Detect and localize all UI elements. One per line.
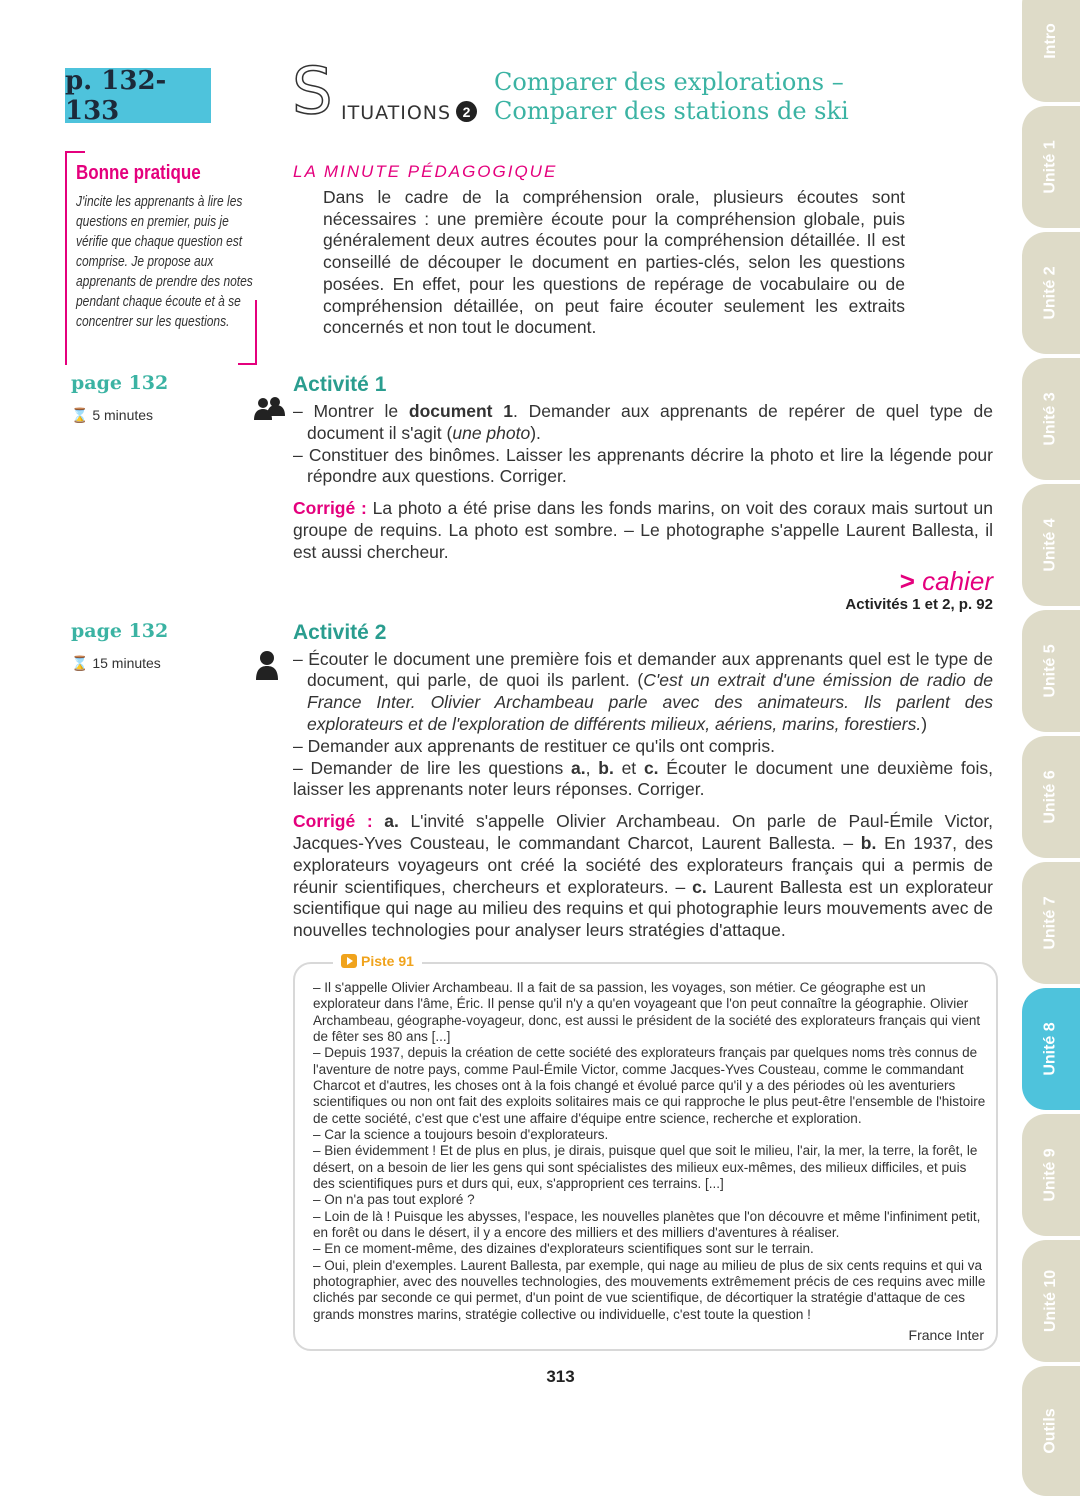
- tab-unite-5[interactable]: Unité 5: [1022, 610, 1080, 732]
- tab-unite-3[interactable]: Unité 3: [1022, 358, 1080, 480]
- cahier-link[interactable]: > cahier: [899, 565, 993, 596]
- transcript-text: [313, 980, 990, 1323]
- transcript-line: – Loin de là ! Puisque les abysses, l'espace, les nouvelles planètes que l'on découvre et même l'infiniment petit, en forêt ou dans le désert, il y a encore des milliers et des milliers d'aventures à réaliser.: [313, 1208, 981, 1241]
- tab-unite-9[interactable]: Unité 9: [1022, 1114, 1080, 1236]
- transcript-line: – En ce moment-même, des dizaines d'explorateurs scientifiques sont sur le terrain.: [313, 1241, 814, 1257]
- page-range-badge: p. 132-133: [65, 68, 211, 123]
- activity2-corrige: Corrigé : a. L'invité s'appelle Olivier Archambeau. On parle de Paul-Émile Victor, Jacques-Yves Cousteau, le commandant Charcot, Laurent Ballesta. – b. En 1937, des explorateurs voyageurs ont créé la société des explorateurs français qui a permis de réunir scientifiques, chercheurs et explorateurs. – c. Laurent Ballesta est un explorateur scientifique qui nage au milieu des requins et qui photographie leurs mouvements avec de nouvelles technologies pour analyser leurs stratégies d'attaque.: [293, 811, 994, 941]
- tab-unite-1[interactable]: Unité 1: [1022, 106, 1080, 228]
- transcript-line: – Oui, plein d'exemples. Laurent Ballesta, par exemple, qui nage au milieu de plus de six cents requins et qui va photographier, avec des nouvelles technologies, des mouvements extrêmement précis de ces requins avec mille clichés par seconde ce qui permet, d'un point de vue scientifique, de décortiquer la stratégie d'attaque de ces grands monstres marins, stratégie collective ou individuelle, c'est toute la question !: [313, 1257, 986, 1322]
- audio-track-label[interactable]: Piste 91: [333, 953, 422, 969]
- title-line: Comparer des stations de ski: [494, 97, 849, 125]
- chevron-right-icon: >: [899, 565, 915, 596]
- minute-text: Dans le cadre de la compréhension orale, plusieurs écoutes sont nécessaires : une première écoute pour la compréhension globale, puis généralement deux autres écoutes pour la compréhension détaillée. Il est conseillé de découper le document en parties-clés, selon les questions posées. En effet, pour les questions de repérage de vocabulaire ou de compréhension détaillée, on peut faire écouter seulement les extraits concernés et non tout le document.: [323, 187, 905, 338]
- transcript-line: – On n'a pas tout exploré ?: [313, 1192, 475, 1208]
- section-title: [494, 68, 849, 126]
- instruction-item: – Montrer le document 1. Demander aux apprenants de repérer de quel type de document il s'agit (une photo).: [293, 401, 993, 443]
- tab-unite-6[interactable]: Unité 6: [1022, 736, 1080, 858]
- pair-users-icon: [253, 396, 285, 422]
- instruction-item: – Constituer des binômes. Laisser les apprenants décrire la photo et lire la légende pour répondre aux questions. Corriger.: [293, 444, 993, 487]
- activity1-page: page 132: [71, 372, 169, 394]
- situation-number: 2: [456, 101, 477, 122]
- tab-unite-8[interactable]: Unité 8: [1022, 988, 1080, 1110]
- situations-label: ITUATIONS: [341, 102, 452, 124]
- minute-title: LA MINUTE PÉDAGOGIQUE: [293, 162, 558, 181]
- activity1-instructions: [293, 401, 993, 564]
- tab-intro[interactable]: Intro: [1022, 0, 1080, 102]
- time-label: 15 minutes: [92, 654, 161, 671]
- instruction-item: – Demander aux apprenants de restituer ce qu'ils ont compris.: [293, 735, 775, 756]
- activity2-page: page 132: [71, 619, 169, 642]
- transcript-line: – Depuis 1937, depuis la création de cette société des explorateurs français par quelques noms très connus de l'aventure de notre pays, comme Paul-Émile Victor, comme Jacques-Yves Cousteau, comme le commandant Charcot et d'autres, les choses ont à la fois changé et évolué parce qu'il y a des périodes où les aventuriers scientifiques ou non ont fait des exploits solitaires mais ce qui rapproche le plus peut-être l'ensemble de l'histoire de cette société, c'est que c'est une affaire d'équipe entre science, recherche et exploration.: [313, 1045, 986, 1126]
- time-label: 5 minutes: [92, 407, 154, 423]
- bonne-pratique-title: Bonne pratique: [76, 162, 201, 184]
- transcript-box: [293, 952, 998, 1351]
- tab-outils[interactable]: Outils: [1022, 1366, 1080, 1496]
- activity2-section: [71, 619, 998, 942]
- situations-logo-letter: S: [292, 55, 333, 129]
- instruction-item: – Écouter le document une première fois et demander aux apprenants quel est le type de document, qui parle, de quoi ils parlent. (C'est un extrait d'une émission de radio de France Inter. Olivier Archambeau parle avec des animateurs. Ils parlent des explorateurs et de l'exploration de différents milieux, aériens, marins, forestiers.): [293, 648, 993, 734]
- activity2-time: ⌛ 15 minutes: [71, 654, 161, 671]
- cahier-reference: Activités 1 et 2, p. 92: [845, 595, 993, 613]
- transcript-line: – Car la science a toujours besoin d'explorateurs.: [313, 1127, 609, 1143]
- activity1-title: Activité 1: [293, 373, 387, 396]
- tab-unite-4[interactable]: Unité 4: [1022, 484, 1080, 606]
- main-column: [71, 372, 998, 1387]
- activity2-title: Activité 2: [293, 620, 387, 644]
- single-user-icon: [256, 650, 278, 680]
- transcript-source: France Inter: [908, 1327, 984, 1344]
- activity1-time: ⌛ 5 minutes: [71, 407, 154, 423]
- unit-tabs: [1022, 0, 1080, 1465]
- title-line: Comparer des explorations –: [494, 68, 844, 96]
- tab-unite-10[interactable]: Unité 10: [1022, 1240, 1080, 1362]
- activity1-corrige: Corrigé : La photo a été prise dans les fonds marins, on voit des coraux mais surtout un groupe de requins. La photo est sombre. – Le photographe s'appelle Laurent Ballesta, il est aussi chercheur.: [293, 498, 993, 562]
- instruction-item: – Demander de lire les questions a., b. et c. Écouter le document une deuxième fois, laisser les apprenants noter leurs réponses. Corriger.: [293, 757, 993, 800]
- tab-unite-7[interactable]: Unité 7: [1022, 862, 1080, 984]
- play-icon: [341, 954, 357, 968]
- cahier-row: [293, 566, 993, 596]
- transcript-line: – Bien évidemment ! Et de plus en plus, je dirais, puisque quel que soit le milieu, l'air, la mer, la terre, la forêt, le désert, on a besoin de lier les gens qui sont spécialistes des milieux eux-mêmes, des milieux difficiles, et puis des scientifiques purs et durs qui, eux, s'approprient ces terrains. [...]: [313, 1143, 978, 1192]
- activity2-instructions: [293, 649, 993, 942]
- transcript-line: – Il s'appelle Olivier Archambeau. Il a fait de sa passion, les voyages, son métier. Ce géographe est un explorateur dans l'âme, Éric. Il pense qu'il n'y a qu'en voyageant que l'on peut connaître la géographie. Olivier Archambeau, géographe-voyageur, donc, est aussi le président de la société des explorateurs français qui vient de fêter ses 80 ans [...]: [313, 979, 981, 1044]
- bonne-pratique-frame: [238, 363, 257, 365]
- page-number: 313: [546, 1367, 575, 1387]
- activity1-section: [71, 372, 998, 614]
- bonne-pratique-text: J'incite les apprenants à lire les questions en premier, puis je vérifie que chaque question est comprise. Je propose aux apprenants de prendre des notes pendant chaque écoute et à se concentrer sur les questions.: [76, 193, 253, 330]
- bonne-pratique-frame: [255, 300, 257, 365]
- tab-unite-2[interactable]: Unité 2: [1022, 232, 1080, 354]
